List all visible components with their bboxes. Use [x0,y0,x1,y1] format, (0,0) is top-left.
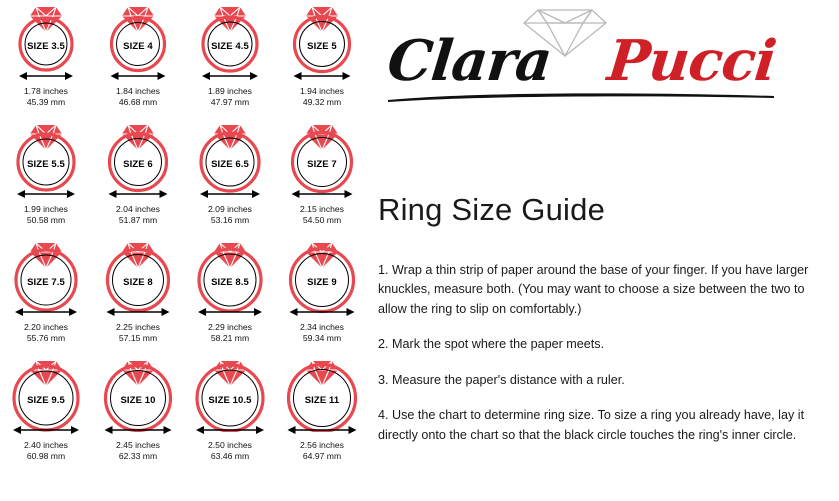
ring-illustration [276,122,368,196]
ring-measure-mm: 59.34 mm [302,333,342,343]
ring-size-cell[interactable] [92,240,184,358]
diameter-arrow-icon [184,424,276,436]
ring-illustration [0,240,92,314]
ring-measure-mm: 54.50 mm [302,215,342,225]
ring-measure-mm: 55.76 mm [26,333,66,343]
ring-measurement [0,204,92,226]
ring-size-chart [0,0,368,501]
ring-measurement [92,440,184,462]
ring-measurement [0,322,92,344]
brand-logo [376,4,839,109]
ring-size-cell[interactable] [276,358,368,476]
ring-measure-mm: 46.68 mm [118,97,158,107]
ring-measurement [276,322,368,344]
ring-size-label: SIZE 5.5 [27,159,65,170]
diameter-arrow-icon [276,70,368,82]
diameter-arrow-icon [276,424,368,436]
ring-size-cell[interactable] [92,4,184,122]
ring-illustration [184,358,276,432]
ring-measure-inches: 2.56 inches [300,440,344,450]
ring-size-label: SIZE 6.5 [211,159,249,170]
page-title: Ring Size Guide [378,192,606,227]
ring-size-label: SIZE 3.5 [27,41,65,52]
ring-measure-inches: 1.84 inches [116,86,160,96]
ring-measurement [276,204,368,226]
ring-size-cell[interactable] [92,122,184,240]
ring-size-label: SIZE 10.5 [208,395,252,406]
ring-size-label: SIZE 4.5 [211,41,249,52]
ring-measure-inches: 2.20 inches [24,322,68,332]
brand-name-second: Pucci [604,28,779,94]
ring-size-label: SIZE 9 [307,277,337,288]
diameter-arrow-icon [0,424,92,436]
ring-illustration [276,4,368,78]
diameter-arrow-icon [184,70,276,82]
ring-size-cell[interactable] [0,4,92,122]
ring-measure-mm: 49.32 mm [302,97,342,107]
ring-measure-mm: 50.58 mm [26,215,66,225]
ring-size-label: SIZE 8 [123,277,153,288]
instruction-step: 2. Mark the spot where the paper meets. [378,337,605,352]
ring-measurement [276,86,368,108]
ring-size-cell[interactable] [0,122,92,240]
ring-measure-mm: 45.39 mm [26,97,66,107]
ring-measure-mm: 63.46 mm [210,451,250,461]
ring-size-label: SIZE 4 [123,41,153,52]
ring-size-cell[interactable] [184,240,276,358]
ring-size-label: SIZE 10 [120,395,156,406]
ring-measure-inches: 2.45 inches [116,440,160,450]
diameter-arrow-icon [0,188,92,200]
ring-illustration [0,122,92,196]
ring-illustration [92,4,184,78]
ring-illustration [276,358,368,432]
ring-measure-inches: 2.50 inches [208,440,252,450]
ring-measurement [184,322,276,344]
guide-panel [372,0,839,501]
diameter-arrow-icon [184,306,276,318]
ring-measure-inches: 1.99 inches [24,204,68,214]
ring-measure-inches: 1.78 inches [24,86,68,96]
ring-measure-inches: 2.29 inches [208,322,252,332]
ring-size-cell[interactable] [276,4,368,122]
ring-illustration [276,240,368,314]
ring-measure-inches: 2.09 inches [208,204,252,214]
ring-measure-mm: 62.33 mm [118,451,158,461]
ring-size-cell[interactable] [0,240,92,358]
ring-illustration [0,4,92,78]
ring-size-label: SIZE 8.5 [211,277,249,288]
instruction-step: 1. Wrap a thin strip of paper around the base of your finger. If you have larger knuckles, measure both. (You may want to choose a size between the two to allow the ring to slip on comfortably.) [378,262,809,316]
brand-name-first: Clara [384,28,555,94]
ring-measure-mm: 60.98 mm [26,451,66,461]
ring-measure-inches: 2.15 inches [300,204,344,214]
diameter-arrow-icon [92,424,184,436]
ring-illustration [92,358,184,432]
ring-measurement [0,86,92,108]
diameter-arrow-icon [0,306,92,318]
ring-illustration [184,240,276,314]
ring-measure-mm: 64.97 mm [302,451,342,461]
ring-measure-inches: 2.40 inches [24,440,68,450]
instruction-step: 4. Use the chart to determine ring size. To size a ring you already have, lay it directly onto the chart so that the black circle touches the ring's inner circle. [378,408,805,442]
ring-measure-mm: 57.15 mm [118,333,158,343]
ring-size-cell[interactable] [92,358,184,476]
diameter-arrow-icon [184,188,276,200]
ring-size-label: SIZE 7.5 [27,277,65,288]
ring-measurement [92,86,184,108]
ring-measure-mm: 47.97 mm [210,97,250,107]
ring-size-cell[interactable] [184,122,276,240]
ring-measure-inches: 1.89 inches [208,86,252,96]
ring-illustration [184,122,276,196]
ring-measure-inches: 2.25 inches [116,322,160,332]
ring-size-cell[interactable] [184,358,276,476]
instruction-step: 3. Measure the paper's distance with a ruler. [378,372,625,387]
diameter-arrow-icon [0,70,92,82]
ring-size-cell[interactable] [0,358,92,476]
diameter-arrow-icon [276,306,368,318]
ring-measurement [184,86,276,108]
ring-size-label: SIZE 11 [304,395,340,406]
ring-measure-mm: 58.21 mm [210,333,250,343]
ring-measure-inches: 2.34 inches [300,322,344,332]
ring-size-cell[interactable] [276,122,368,240]
ring-measure-inches: 2.04 inches [116,204,160,214]
ring-illustration [92,240,184,314]
ring-measurement [92,204,184,226]
ring-illustration [92,122,184,196]
ring-size-label: SIZE 7 [307,159,337,170]
logo-underline [386,90,776,100]
ring-measurement [184,204,276,226]
ring-size-label: SIZE 5 [307,41,337,52]
ring-illustration [0,358,92,432]
ring-measurement [0,440,92,462]
ring-measurement [184,440,276,462]
ring-measure-mm: 53.16 mm [210,215,250,225]
ring-measurement [92,322,184,344]
diameter-arrow-icon [92,188,184,200]
diameter-arrow-icon [276,188,368,200]
ring-size-cell[interactable] [184,4,276,122]
ring-illustration [184,4,276,78]
ring-size-label: SIZE 6 [123,159,153,170]
ring-measure-inches: 1.94 inches [300,86,344,96]
diameter-arrow-icon [92,306,184,318]
instruction-list [378,248,828,461]
ring-size-label: SIZE 9.5 [27,395,65,406]
ring-size-cell[interactable] [276,240,368,358]
diameter-arrow-icon [92,70,184,82]
ring-measure-mm: 51.87 mm [118,215,158,225]
ring-measurement [276,440,368,462]
